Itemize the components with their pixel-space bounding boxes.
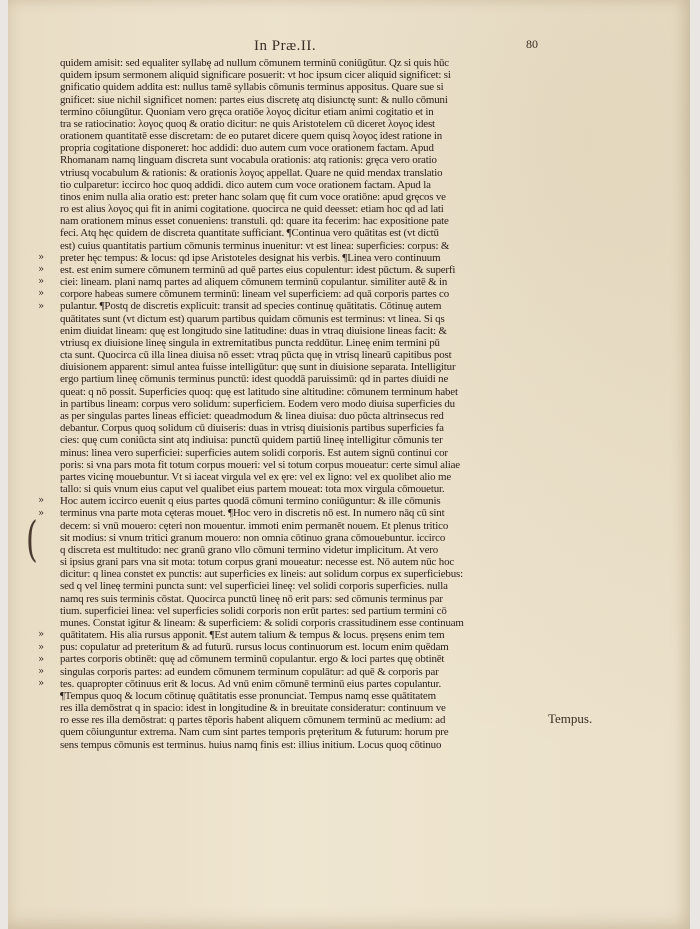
folio-number: 80 (526, 37, 538, 51)
text-line: Hoc autem iccirco euenit q eius partes quodā cōmuni termino coniūguntur: & ille cōmunis (60, 495, 441, 508)
text-line: cies: quę cum coniūcta sint atq indiuisa: punctū quidem partiū lineę intelligitur cōmunis ter (60, 434, 443, 447)
text-line: singulas corporis partes: ad eundem cōmunem terminum copulātur: ad quē & corporis par (60, 665, 439, 678)
text-line: nam orationem minus esset conueniens: transtuli. qd: quare ita fecerim: hac expositione pate (60, 215, 449, 228)
text-line: as per singulas partes lineas efficiet: queadmodum & linea diuisa: duo pūcta altrinsecus red (60, 409, 444, 422)
margin-quote-mark: » (38, 300, 43, 312)
text-line: sens tempus cōmunis est terminus. huius namq finis est: illius initium. Locus quoq cōtinuo (60, 738, 442, 751)
margin-bracket: ( (26, 512, 38, 569)
text-line: decem: si vnū mouero: cęteri non mouentur. immoti enim permanēt nouem. Et plenus tritico (60, 519, 449, 532)
text-line: si ipsius grani pars vna sit mota: totum corpus grani moueatur: necesse est. Nō autem nūc hoc (60, 556, 455, 569)
text-line: quem cōiunguntur extrema. Nam cum sint partes temporis pręteritum & futurum: horum pre (60, 726, 449, 739)
margin-quote-mark: » (38, 641, 43, 653)
text-line: feci. Atq hęc quidem de discreta quantitate sufficiant. ¶Continua vero quātitas est (vt dictū (60, 227, 439, 240)
text-line: poris: si vna pars mota fit totum corpus moueri: vel si totum corpus moueatur: certe simul aliae (60, 458, 460, 471)
text-line: tallo: si quis vnum eius caput vel qualibet eius partem moueat: tota mox virgula cōmouetur. (60, 483, 445, 496)
margin-quote-mark: » (38, 653, 43, 665)
text-column (60, 57, 540, 751)
text-line: diuisionem apparent: simul antea fuisse intelligūtur: quę sunt in diuisione separata. Intelligitur (60, 361, 456, 374)
book-page (8, 0, 690, 929)
text-line: corpore habeas sumere cōmunem terminū: lineam vel superficiem: ad quā corporis partes co (60, 288, 449, 301)
text-line: propria cogitatione disponeret: hoc addidi: duo autem cum voce orationem factam. Apud (60, 142, 434, 155)
text-line: termino cōiungūtur. Quoniam vero gręca oratiōe λογος dicitur etiam animi cogitatio et in (60, 105, 434, 118)
margin-quote-mark: » (38, 507, 43, 519)
margin-quote-mark: » (38, 666, 43, 677)
text-line: tra se ratiocinatio: λογος quoq & oratio dicitur: ne quis Aristotelem cū diceret λογος idest (60, 117, 435, 130)
text-line: q discreta est multitudo: nec granū grano vllo cōmuni termino videtur implicitum. At vero (60, 543, 439, 556)
text-line: ergo partium lineę cōmunis terminus punctū: idest quoddā paruissimū: qd in partes diuidi ne (60, 373, 449, 386)
text-line: est) cuius quantitatis partium cōmunis terminus inuenitur: vt est linea: superficies: corpus: & (60, 239, 450, 252)
marginal-note: Tempus. (548, 711, 593, 726)
text-line: quidem ipsum sermonem aliquid significare posuerit: vt hoc ipsum cicer aliquid significet: si (60, 69, 451, 82)
text-line: pulantur. ¶Postq de discretis explicuit: transit ad species continuę quātitatis. Cōtinuę autem (60, 300, 442, 313)
text-line: vtriusq vocabulum & rationis: & orationis λογος appellat. Quare ne quid mendax translatio (60, 166, 443, 179)
text-line: vtriusq ex diuisione lineę singula in extremitatibus puncta reddūtur. Lineę enim termini pū (60, 336, 440, 349)
text-line: tes. quapropter cōtinuus erit & locus. Ad vnū enim cōmunē terminū eius partes copulantur. (60, 677, 442, 690)
text-line: partes vicinę mouebuntur. Vt si iaceat virgula vel ex ęre: vel ex ligno: vel ex quolibet alio me (60, 470, 452, 483)
text-line: tium. superficiei linea: vel superficies solidi corporis non erūt partes: sed partium termini cō (60, 604, 447, 617)
margin-quote-mark: » (38, 678, 43, 690)
text-line: ciei: lineam. plani namq partes ad aliquem cōmunem terminū copulantur. similiter autē & in (60, 276, 448, 289)
text-line: quidem amisit: sed equaliter syllabę ad nullum cōmunem terminū coniūgūtur. Qz si quis hūc (60, 57, 449, 69)
text-line: debantur. Corpus quoq solidum cū diuiseris: duas in vtrisq diuisionis partibus superficies fa (60, 422, 444, 435)
text-line: pus: copulatur ad preteritum & ad futurū. rursus locus continuorum est. locum enim quēdam (60, 641, 449, 654)
text-line: ro esse res illa demōstrat: q partes tēporis habent aliquem cōmunem terminū ac medium: ad (60, 714, 446, 727)
text-line: partes corporis obtinēt: quę ad cōmunem terminū copulantur. ergo & loci partes quę obtinēt (60, 653, 445, 666)
margin-quote-mark: » (38, 495, 43, 507)
text-line: terminus vna parte mota cęteras mouet. ¶Hoc vero in discretis nō est. In numero nāq cū sint (60, 507, 445, 520)
text-line: minus: linea vero superficiei: superficies autem solidi corporis. Est autem signū continui cor (60, 446, 448, 459)
text-line: munes. Constat igitur & lineam: & superficiem: & solidi corporis crassitudinem esse continuam (60, 616, 464, 629)
text-line: quātitates sunt (vt dictum est) quarum partibus quidam cōmunis est terminus: vt linea. Si qs (60, 312, 445, 325)
text-line: est. est enim sumere cōmunem terminū ad quē partes eius copulentur: idest pūctum. & superfi (60, 263, 456, 276)
margin-quote-mark: » (38, 288, 43, 300)
text-line: ro est alius λογος qui fit in animi cogitatione. quocirca ne quid deesset: etiam hoc qd ad lati (60, 203, 444, 216)
margin-quote-mark: » (38, 264, 43, 276)
margin-quote-mark: » (38, 251, 43, 263)
text-line: queat: q nō possit. Superficies quoq: quę est latitudo sine altitudine: cōmunem terminum habet (60, 385, 458, 398)
running-head: In Præ.II. (254, 38, 317, 54)
text-line: dicitur: q linea constet ex punctis: aut superficies ex lineis: aut solidum corpus ex superficiebus: (60, 568, 463, 581)
text-line: preter hęc tempus: & locus: qd ipse Aristoteles designat his verbis. ¶Linea vero continuum (60, 251, 441, 264)
text-line: gnificatio quidem addita est: nullus tamē syllabis cōmunis terminus appositus. Quare sue si (60, 81, 444, 94)
text-line: sed q vel lineę termini puncta sunt: vel superficiei lineę: vel solidi corporis superficies. nulla (60, 580, 448, 593)
text-line: tinos enim nulla alia oratio est: preter hanc solam quę fit cum voce oratiōne: apud gręcos ve (60, 190, 446, 203)
text-line: enim diuidat lineam: quę est longitudo sine latitudine: duas in vtraq diuisione lineas facit: & (60, 324, 447, 337)
margin-quote-mark: » (38, 276, 43, 288)
text-line: namq res suis terminis cōstat. Quocirca punctū lineę nō erit pars: sed cōmunis terminus par (60, 592, 443, 605)
text-line: cta sunt. Quocirca cū illa linea diuisa nō esset: vtraq pūcta quę in vtrisq linearū capitibus post (60, 349, 452, 362)
margin-quote-mark: » (38, 629, 43, 641)
text-line: orationem quantitatē esse discretam: de eo putaret dicere quem quisq λογος idest ratione in (60, 130, 443, 143)
text-line: res illa demōstrat q in spacio: idest in longitudine & in breuitate consideratur: continuum ve (60, 702, 446, 715)
text-line: sit modius: si vnum tritici granum mouero: non omnia cōtinuo grana cōmouebuntur. iccirco (60, 531, 446, 544)
text-line: ¶Tempus quoq & locum cōtinuę quātitatis esse pronunciat. Tempus namq esse quātitatem (60, 689, 436, 702)
text-line: Rhomanam namq linguam discreta sunt vocabula orationis: atq rationis: gręca vero oratio (60, 154, 437, 167)
text-line: gnificet: siue nichil significet nomen: partes eius discretę atq disiunctę sunt: & nullo cōmuni (60, 93, 448, 106)
text-line: tio culparetur: iccirco hoc quoq addidi. dico autem cum voce orationem factam. Apud la (60, 178, 431, 191)
text-line: in partibus lineam: corpus vero solidum: superficiem. Eodem vero modo diuisa superficies du (60, 397, 455, 410)
text-line: quātitatem. His alia rursus apponit. ¶Est autem talium & tempus & locus. pręsens enim tem (60, 629, 445, 642)
